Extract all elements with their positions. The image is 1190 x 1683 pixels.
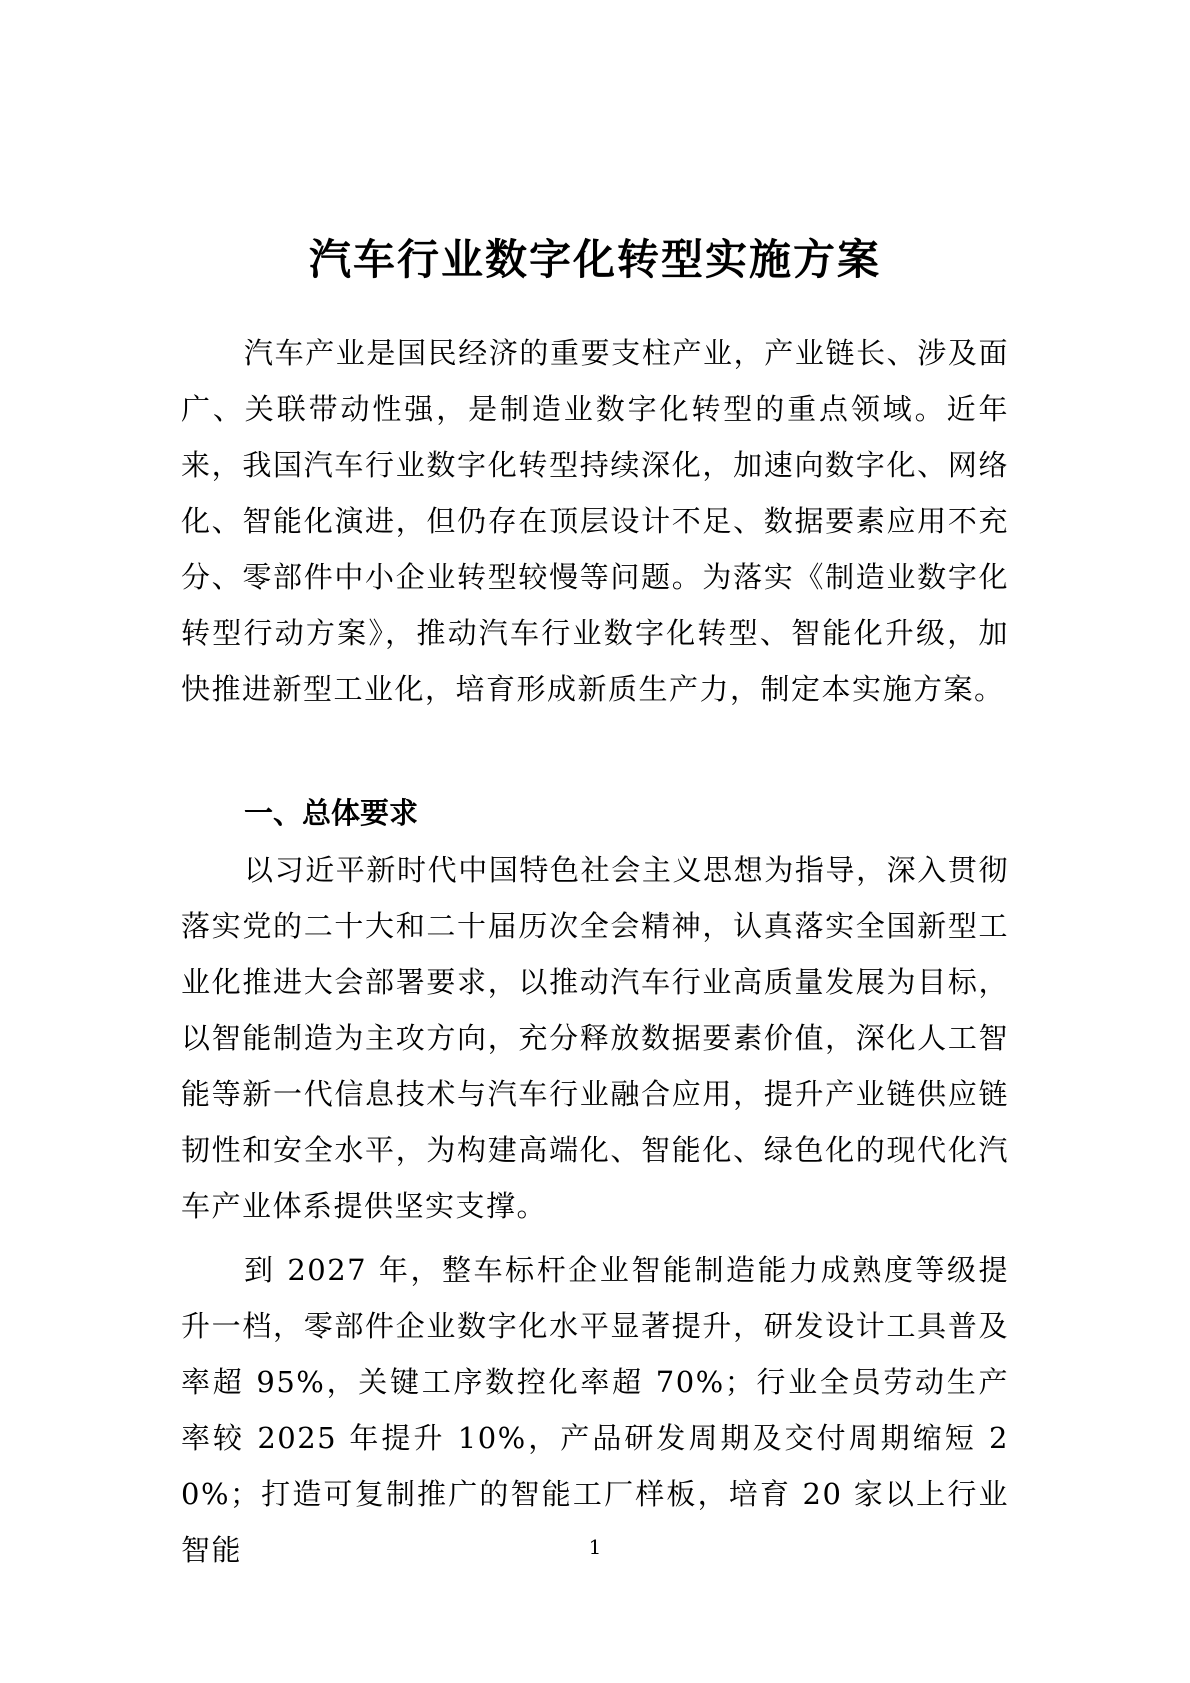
section-heading: 一、总体要求	[244, 796, 419, 830]
page-number: 1	[588, 1535, 602, 1559]
document-title: 汽车行业数字化转型实施方案	[308, 235, 881, 285]
section-paragraph: 以习近平新时代中国特色社会主义思想为指导，深入贯彻落实党的二十大和二十届历次全会精神，认真落实全国新型工业化推进大会部署要求，以推动汽车行业高质量发展为目标，以智能制造为主攻方向，充分释放数据要素价值，深化人工智能等新一代信息技术与汽车行业融合应用，提升产业链供应链韧性和安全水平，为构建高端化、智能化、绿色化的现代化汽车产业体系提供坚实支撑。	[181, 853, 1009, 1223]
section-paragraph-targets: 到 2027 年，整车标杆企业智能制造能力成熟度等级提升一档，零部件企业数字化水平显著提升，研发设计工具普及率超 95%，关键工序数控化率超 70%；行业全员劳动生产率较 2025 年提升 10%，产品研发周期及交付周期缩短 20%；打造可复制推广的智能工厂样板，培育 20 家以上行业智能	[181, 1253, 1009, 1567]
intro-paragraph: 汽车产业是国民经济的重要支柱产业，产业链长、涉及面广、关联带动性强，是制造业数字化转型的重点领域。近年来，我国汽车行业数字化转型持续深化，加速向数字化、网络化、智能化演进，但仍存在顶层设计不足、数据要素应用不充分、零部件中小企业转型较慢等问题。为落实《制造业数字化转型行动方案》，推动汽车行业数字化转型、智能化升级，加快推进新型工业化，培育形成新质生产力，制定本实施方案。	[181, 336, 1009, 706]
